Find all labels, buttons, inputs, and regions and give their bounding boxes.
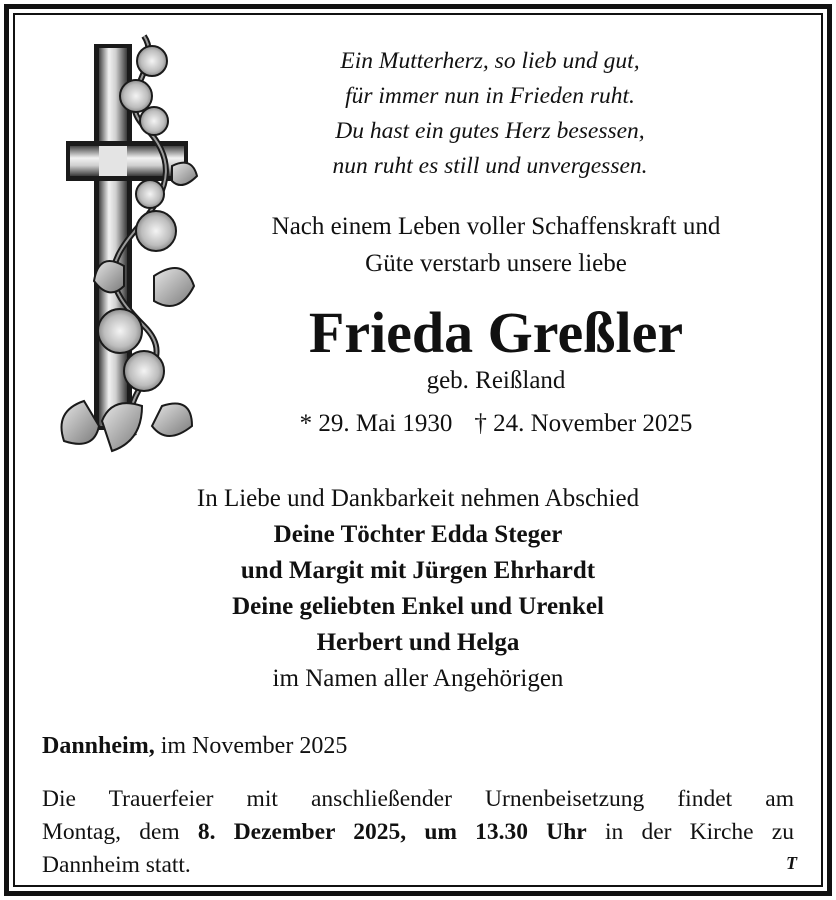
intro-line: Nach einem Leben voller Schaffenskraft und bbox=[271, 213, 721, 240]
mourner-line: Deine Töchter Edda Steger bbox=[273, 521, 563, 548]
mourner-line: und Margit mit Jürgen Ehrhardt bbox=[240, 557, 596, 584]
death-date: † 24. November 2025 bbox=[474, 410, 693, 437]
mourners-closing: im Namen aller Angehörigen bbox=[272, 665, 564, 692]
funeral-line: Dannheim statt. bbox=[42, 852, 191, 878]
poem bbox=[240, 44, 740, 184]
funeral-line bbox=[42, 816, 794, 849]
deceased-name: Frieda Greßler bbox=[308, 300, 684, 365]
funeral-datetime: 8. Dezember 2025, um 13.30 Uhr bbox=[197, 819, 587, 845]
poem-line: für immer nun in Frieden ruht. bbox=[345, 83, 635, 109]
farewell-intro: In Liebe und Dankbarkeit nehmen Abschied bbox=[196, 485, 640, 512]
date: im November 2025 bbox=[160, 733, 348, 759]
publisher-mark: T bbox=[786, 853, 797, 873]
funeral-text: in der Kirche zu bbox=[586, 819, 794, 845]
funeral-notice bbox=[42, 783, 794, 882]
place-date bbox=[42, 729, 347, 763]
maiden-name: geb. Reißland bbox=[426, 367, 566, 394]
poem-line: Du hast ein gutes Herz besessen, bbox=[335, 118, 645, 144]
intro-line: Güte verstarb unsere liebe bbox=[365, 250, 627, 277]
birth-date: * 29. Mai 1930 bbox=[299, 410, 453, 437]
mourner-line: Herbert und Helga bbox=[316, 629, 520, 656]
mourners-block bbox=[18, 481, 818, 697]
place: Dannheim, bbox=[42, 733, 155, 759]
funeral-text: Montag, dem bbox=[42, 819, 198, 845]
poem-line: Ein Mutterherz, so lieb und gut, bbox=[340, 48, 640, 74]
funeral-line: Die Trauerfeier mit anschließender Urnenbeisetzung findet am bbox=[42, 786, 794, 812]
poem-line: nun ruht es still und unvergessen. bbox=[332, 153, 648, 179]
mourner-line: Deine geliebten Enkel und Urenkel bbox=[232, 593, 604, 620]
cross-with-morning-glory-icon bbox=[44, 26, 204, 466]
intro-text bbox=[196, 208, 796, 282]
life-dates bbox=[196, 407, 796, 441]
